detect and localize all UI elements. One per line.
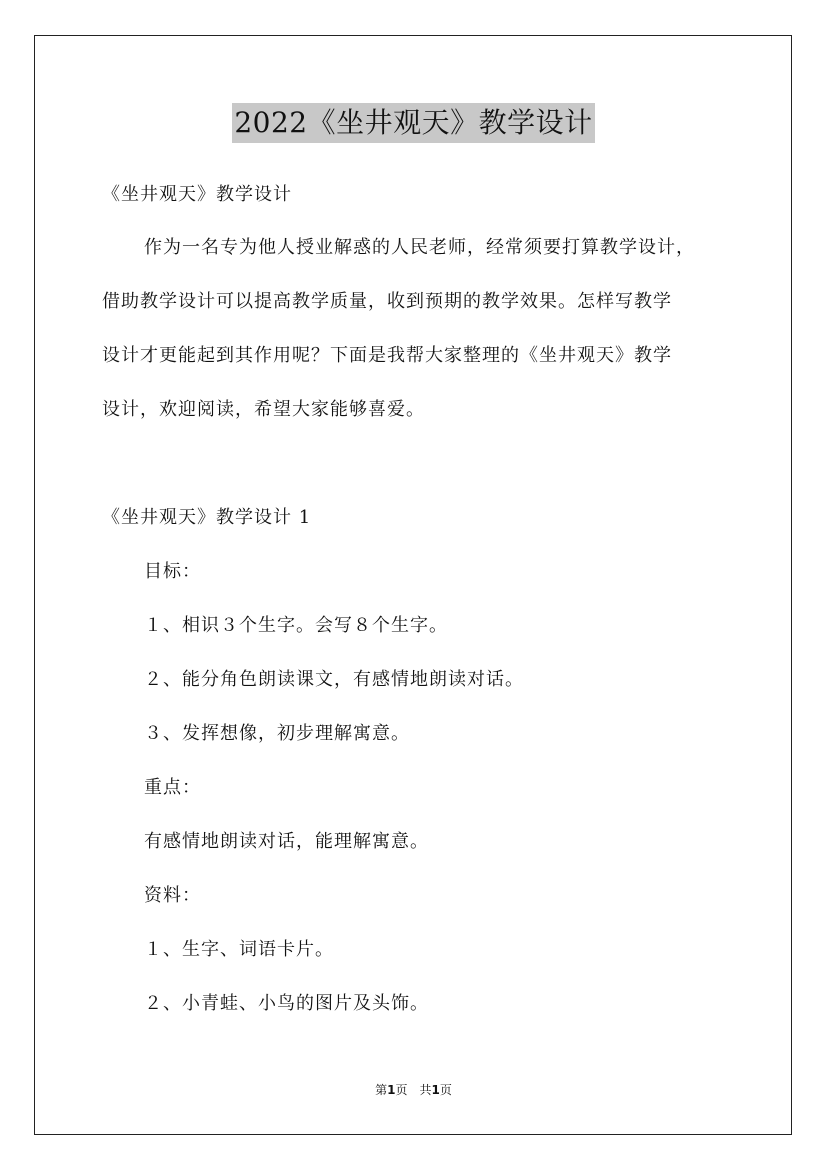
key-label: 重点： xyxy=(144,777,201,798)
material-item-1: １、生字、词语卡片。 xyxy=(144,939,334,960)
material-item-2: ２、小青蛙、小鸟的图片及头饰。 xyxy=(144,993,429,1014)
footer-page-total: 1 xyxy=(431,1083,440,1097)
title-container xyxy=(0,103,827,143)
goal-label: 目标： xyxy=(144,561,201,582)
intro-line-2: 借助教学设计可以提高教学质量，收到预期的教学效果。怎样写教学 xyxy=(102,291,672,312)
goal-item-3: ３、发挥想像，初步理解寓意。 xyxy=(144,723,410,744)
footer-page-prefix: 第 xyxy=(375,1083,388,1097)
document-title: 2022《坐井观天》教学设计 xyxy=(232,103,594,143)
intro-line-1: 作为一名专为他人授业解惑的人民老师，经常须要打算教学设计， xyxy=(144,237,695,258)
footer-page-mid: 页 共 xyxy=(395,1083,432,1097)
footer-page-current: 1 xyxy=(387,1083,396,1097)
intro-line-4: 设计，欢迎阅读，希望大家能够喜爱。 xyxy=(102,399,425,420)
section-heading: 《坐井观天》教学设计 1 xyxy=(102,507,312,528)
page-footer xyxy=(0,1082,827,1098)
footer-page-suffix: 页 xyxy=(439,1083,452,1097)
material-label: 资料： xyxy=(144,885,201,906)
key-text: 有感情地朗读对话，能理解寓意。 xyxy=(144,831,429,852)
intro-line-3: 设计才更能起到其作用呢？下面是我帮大家整理的《坐井观天》教学 xyxy=(102,345,672,366)
goal-item-2: ２、能分角色朗读课文，有感情地朗读对话。 xyxy=(144,669,524,690)
document-subtitle: 《坐井观天》教学设计 xyxy=(102,184,292,205)
goal-item-1: １、相识３个生字。会写８个生字。 xyxy=(144,615,448,636)
